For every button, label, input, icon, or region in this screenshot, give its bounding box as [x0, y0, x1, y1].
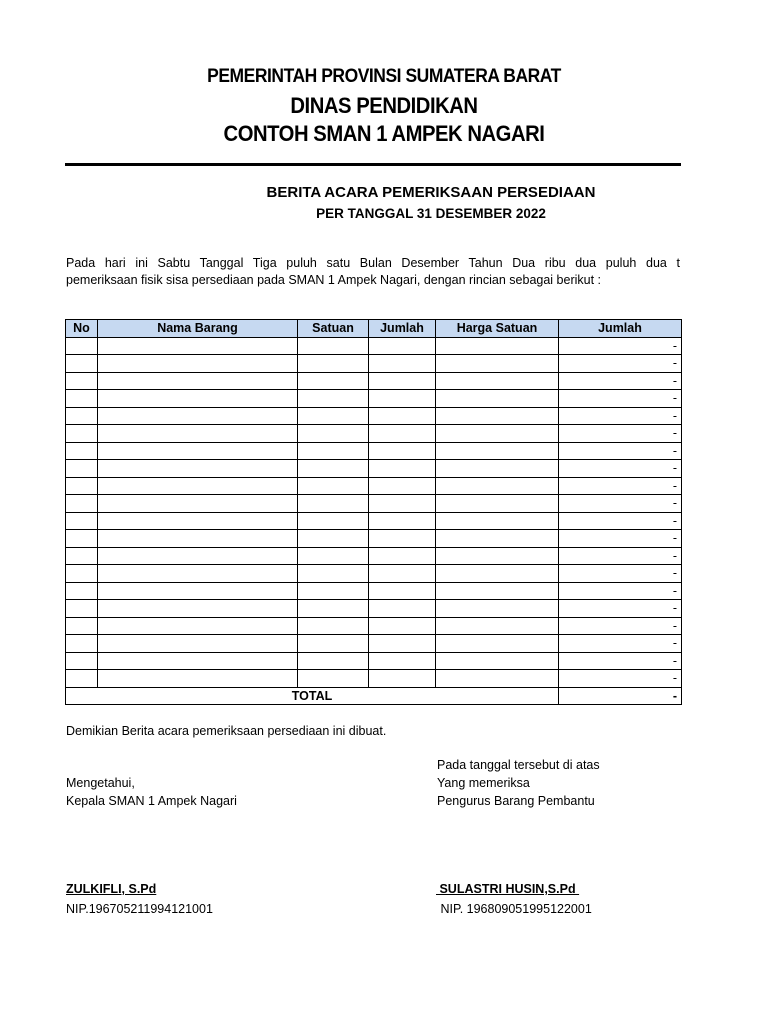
cell-unit — [298, 652, 369, 670]
table-row — [66, 495, 682, 513]
cell-no — [66, 530, 98, 548]
table-row — [66, 425, 682, 443]
cell-item-name — [98, 582, 298, 600]
cell-no — [66, 442, 98, 460]
cell-unit — [298, 617, 369, 635]
cell-no — [66, 652, 98, 670]
total-value: - — [559, 687, 682, 705]
cell-unit-price — [436, 652, 559, 670]
cell-no — [66, 565, 98, 583]
cell-unit-price — [436, 600, 559, 618]
left-signer-nip: NIP.196705211994121001 — [66, 902, 213, 916]
cell-amount: - — [559, 337, 682, 355]
cell-item-name — [98, 617, 298, 635]
cell-amount: - — [559, 600, 682, 618]
cell-unit — [298, 670, 369, 688]
col-header-unit: Satuan — [298, 320, 369, 338]
cell-quantity — [369, 495, 436, 513]
col-header-item-name: Nama Barang — [98, 320, 298, 338]
cell-quantity — [369, 477, 436, 495]
table-row — [66, 582, 682, 600]
cell-no — [66, 425, 98, 443]
cell-unit-price — [436, 355, 559, 373]
cell-unit-price — [436, 407, 559, 425]
cell-amount: - — [559, 652, 682, 670]
cell-unit — [298, 460, 369, 478]
right-signer-role: Yang memeriksa — [437, 776, 530, 790]
header-school: CONTOH SMAN 1 AMPEK NAGARI — [223, 121, 545, 146]
cell-unit-price — [436, 477, 559, 495]
intro-line-1: Pada hari ini Sabtu Tanggal Tiga puluh satu Bulan Desember Tahun Dua ribu dua puluh dua t — [66, 256, 680, 270]
cell-quantity — [369, 337, 436, 355]
cell-no — [66, 495, 98, 513]
cell-quantity — [369, 670, 436, 688]
left-signer-name: ZULKIFLI, S.Pd — [66, 882, 157, 896]
table-row — [66, 355, 682, 373]
cell-amount: - — [559, 425, 682, 443]
cell-no — [66, 600, 98, 618]
col-header-amount: Jumlah — [559, 320, 682, 338]
cell-amount: - — [559, 477, 682, 495]
header-divider — [65, 163, 681, 166]
cell-unit — [298, 355, 369, 373]
cell-item-name — [98, 635, 298, 653]
cell-no — [66, 670, 98, 688]
table-row — [66, 635, 682, 653]
cell-unit-price — [436, 495, 559, 513]
total-label: TOTAL — [66, 687, 559, 705]
cell-no — [66, 390, 98, 408]
intro-line-2: pemeriksaan fisik sisa persediaan pada SMAN 1 Ampek Nagari, dengan rincian sebagai berikut : — [66, 273, 602, 287]
cell-item-name — [98, 390, 298, 408]
cell-no — [66, 355, 98, 373]
cell-unit — [298, 495, 369, 513]
intro-paragraph — [66, 255, 680, 289]
cell-unit — [298, 582, 369, 600]
cell-no — [66, 635, 98, 653]
document-subtitle: PER TANGGAL 31 DESEMBER 2022 — [316, 206, 546, 221]
cell-unit-price — [436, 442, 559, 460]
cell-unit-price — [436, 547, 559, 565]
cell-quantity — [369, 652, 436, 670]
cell-amount: - — [559, 407, 682, 425]
cell-item-name — [98, 425, 298, 443]
cell-amount: - — [559, 442, 682, 460]
cell-quantity — [369, 635, 436, 653]
cell-item-name — [98, 512, 298, 530]
cell-item-name — [98, 355, 298, 373]
cell-amount: - — [559, 390, 682, 408]
cell-quantity — [369, 565, 436, 583]
cell-quantity — [369, 425, 436, 443]
closing-statement: Demikian Berita acara pemeriksaan persediaan ini dibuat. — [66, 724, 387, 738]
table-row — [66, 337, 682, 355]
cell-quantity — [369, 442, 436, 460]
cell-unit-price — [436, 635, 559, 653]
table-row — [66, 652, 682, 670]
table-row — [66, 530, 682, 548]
col-header-quantity: Jumlah — [369, 320, 436, 338]
cell-no — [66, 547, 98, 565]
cell-quantity — [369, 617, 436, 635]
table-row — [66, 512, 682, 530]
cell-amount: - — [559, 355, 682, 373]
cell-unit — [298, 530, 369, 548]
table-row — [66, 600, 682, 618]
cell-unit — [298, 635, 369, 653]
cell-amount: - — [559, 372, 682, 390]
table-row — [66, 442, 682, 460]
cell-item-name — [98, 530, 298, 548]
table-row — [66, 547, 682, 565]
cell-unit — [298, 337, 369, 355]
cell-amount: - — [559, 617, 682, 635]
table-row — [66, 460, 682, 478]
cell-unit-price — [436, 390, 559, 408]
cell-no — [66, 372, 98, 390]
cell-quantity — [369, 547, 436, 565]
cell-unit — [298, 425, 369, 443]
cell-amount: - — [559, 635, 682, 653]
cell-item-name — [98, 600, 298, 618]
cell-unit — [298, 477, 369, 495]
cell-item-name — [98, 460, 298, 478]
cell-quantity — [369, 530, 436, 548]
cell-item-name — [98, 407, 298, 425]
document-title: BERITA ACARA PEMERIKSAAN PERSEDIAAN — [266, 184, 596, 201]
cell-item-name — [98, 670, 298, 688]
signature-date-line: Pada tanggal tersebut di atas — [437, 758, 600, 772]
cell-unit — [298, 407, 369, 425]
cell-amount: - — [559, 565, 682, 583]
table-row — [66, 670, 682, 688]
cell-unit-price — [436, 425, 559, 443]
cell-amount: - — [559, 460, 682, 478]
cell-unit — [298, 547, 369, 565]
cell-item-name — [98, 442, 298, 460]
cell-quantity — [369, 390, 436, 408]
table-row — [66, 617, 682, 635]
cell-unit-price — [436, 372, 559, 390]
cell-unit-price — [436, 670, 559, 688]
cell-no — [66, 477, 98, 495]
cell-unit — [298, 512, 369, 530]
cell-item-name — [98, 372, 298, 390]
cell-quantity — [369, 355, 436, 373]
right-signer-nip: NIP. 196809051995122001 — [437, 902, 592, 916]
left-signer-title: Kepala SMAN 1 Ampek Nagari — [66, 794, 237, 808]
cell-unit-price — [436, 530, 559, 548]
cell-unit — [298, 600, 369, 618]
col-header-no: No — [66, 320, 98, 338]
cell-unit — [298, 442, 369, 460]
left-signer-acknowledge: Mengetahui, — [66, 776, 135, 790]
col-header-unit-price: Harga Satuan — [436, 320, 559, 338]
cell-quantity — [369, 600, 436, 618]
cell-unit-price — [436, 512, 559, 530]
cell-quantity — [369, 372, 436, 390]
cell-no — [66, 407, 98, 425]
cell-no — [66, 617, 98, 635]
right-signer-title: Pengurus Barang Pembantu — [437, 794, 595, 808]
cell-quantity — [369, 460, 436, 478]
cell-unit-price — [436, 565, 559, 583]
cell-amount: - — [559, 670, 682, 688]
cell-item-name — [98, 477, 298, 495]
cell-amount: - — [559, 495, 682, 513]
cell-amount: - — [559, 530, 682, 548]
cell-amount: - — [559, 547, 682, 565]
cell-item-name — [98, 337, 298, 355]
table-row — [66, 477, 682, 495]
cell-unit-price — [436, 337, 559, 355]
cell-no — [66, 582, 98, 600]
inventory-table — [65, 319, 682, 705]
cell-item-name — [98, 652, 298, 670]
right-signer-name: SULASTRI HUSIN,S.Pd — [436, 882, 580, 896]
cell-item-name — [98, 565, 298, 583]
cell-quantity — [369, 512, 436, 530]
header-department: DINAS PENDIDIKAN — [290, 93, 478, 118]
cell-unit-price — [436, 582, 559, 600]
cell-quantity — [369, 582, 436, 600]
cell-unit — [298, 565, 369, 583]
cell-unit-price — [436, 460, 559, 478]
cell-no — [66, 512, 98, 530]
cell-item-name — [98, 495, 298, 513]
cell-amount: - — [559, 512, 682, 530]
cell-unit — [298, 372, 369, 390]
cell-item-name — [98, 547, 298, 565]
cell-unit — [298, 390, 369, 408]
table-total-row — [66, 687, 682, 705]
header-government: PEMERINTAH PROVINSI SUMATERA BARAT — [207, 66, 561, 87]
cell-unit-price — [436, 617, 559, 635]
table-row — [66, 372, 682, 390]
cell-no — [66, 337, 98, 355]
cell-no — [66, 460, 98, 478]
cell-amount: - — [559, 582, 682, 600]
table-row — [66, 407, 682, 425]
table-row — [66, 390, 682, 408]
table-row — [66, 565, 682, 583]
cell-quantity — [369, 407, 436, 425]
table-header-row — [66, 320, 682, 338]
